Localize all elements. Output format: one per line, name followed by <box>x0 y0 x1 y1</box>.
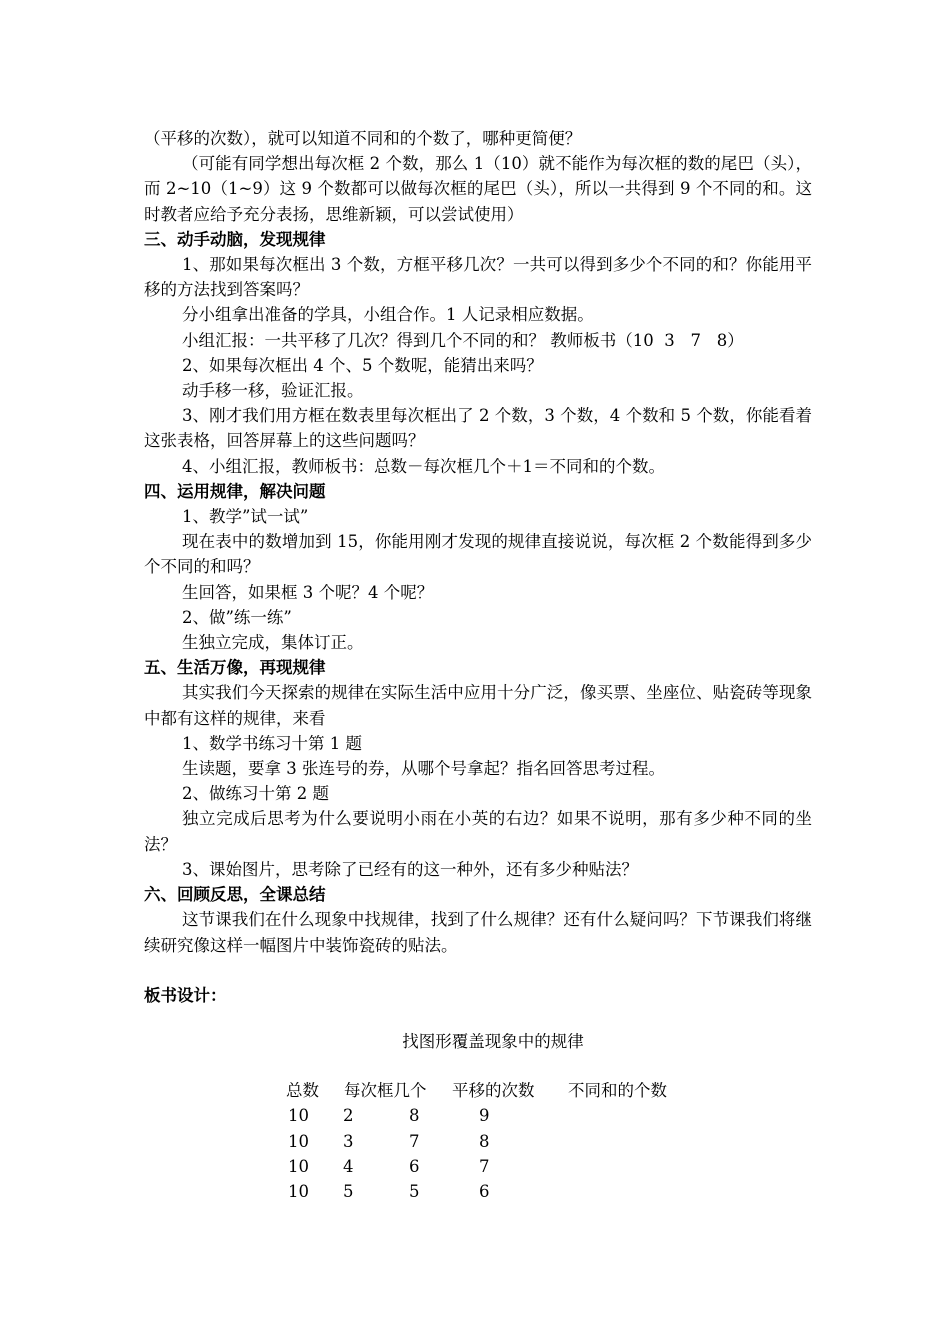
board-title: 找图形覆盖现象中的规律 <box>402 1031 584 1051</box>
paragraph: 生读题，要拿 3 张连号的券，从哪个号拿起？指名回答思考过程。 <box>182 759 665 779</box>
table-cell: 6 <box>479 1181 490 1201</box>
table-cell: 4 <box>343 1156 354 1176</box>
paragraph: 生独立完成，集体订正。 <box>182 633 364 653</box>
table-cell: 10 <box>288 1156 309 1176</box>
table-cell: 9 <box>479 1106 490 1126</box>
paragraph: 1、那如果每次框出 3 个数，方框平移几次？一共可以得到多少个不同的和？你能用平移的方法找到答案吗？ <box>144 255 812 300</box>
paragraph: 小组汇报：一共平移了几次？得到几个不同的和？ 教师板书（10 3 7 8） <box>182 330 744 350</box>
paragraph: （可能有同学想出每次框 2 个数，那么 1（10）就不能作为每次框的数的尾巴（头），而 2~10（1~9）这 9 个数都可以做每次框的尾巴（头），所以一共得到 9 个不同的和。这时教者应给予充分表扬，思维新颖，可以尝试使用） <box>144 154 812 224</box>
paragraph: 3、刚才我们用方框在数表里每次框出了 2 个数，3 个数，4 个数和 5 个数，你能看着这张表格，回答屏幕上的这些问题吗？ <box>144 406 812 451</box>
paragraph: 1、数学书练习十第 1 题 <box>182 733 362 753</box>
paragraph: 这节课我们在什么现象中找规律，找到了什么规律？还有什么疑问吗？下节课我们将继续研究像这样一幅图片中装饰瓷砖的贴法。 <box>144 910 812 955</box>
paragraph: 生回答，如果框 3 个呢？4 个呢？ <box>182 582 434 602</box>
table-row <box>288 1103 490 1128</box>
board-design-label: 板书设计： <box>144 985 227 1005</box>
table-cell: 3 <box>343 1131 354 1151</box>
table-cell: 10 <box>288 1106 309 1126</box>
section-heading-5: 五、生活万像，再现规律 <box>144 658 326 678</box>
section-heading-4: 四、运用规律，解决问题 <box>144 481 326 501</box>
table-cell: 10 <box>288 1181 309 1201</box>
paragraph: 动手移一移，验证汇报。 <box>182 381 364 401</box>
board-table-body <box>288 1103 490 1204</box>
section-heading-3: 三、动手动脑，发现规律 <box>144 229 326 249</box>
table-cell: 5 <box>343 1181 354 1201</box>
document-body <box>144 126 812 1204</box>
paragraph: 分小组拿出准备的学具，小组合作。1 人记录相应数据。 <box>182 305 594 325</box>
paragraph: 2、做”练一练” <box>182 607 292 627</box>
table-row <box>288 1129 490 1154</box>
board-table-header <box>286 1078 667 1103</box>
paragraph: 其实我们今天探索的规律在实际生活中应用十分广泛，像买票、坐座位、贴瓷砖等现象中都有这样的规律，来看 <box>144 683 812 728</box>
header-cell: 不同和的个数 <box>568 1081 667 1101</box>
paragraph: 2、如果每次框出 4 个、5 个数呢，能猜出来吗？ <box>182 355 543 375</box>
table-cell: 5 <box>409 1181 420 1201</box>
header-cell: 平移的次数 <box>452 1081 535 1101</box>
paragraph: 2、做练习十第 2 题 <box>182 784 329 804</box>
table-cell: 8 <box>409 1106 420 1126</box>
table-cell: 8 <box>479 1131 490 1151</box>
table-row <box>288 1179 490 1204</box>
header-cell: 总数 <box>286 1081 319 1101</box>
table-cell: 7 <box>479 1156 490 1176</box>
paragraph: （平移的次数），就可以知道不同和的个数了，哪种更简便？ <box>144 129 582 148</box>
header-cell: 每次框几个 <box>344 1081 427 1101</box>
paragraph: 独立完成后思考为什么要说明小雨在小英的右边？如果不说明，那有多少种不同的坐法？ <box>144 809 812 854</box>
paragraph: 1、教学”试一试” <box>182 507 309 527</box>
paragraph: 4、小组汇报，教师板书：总数－每次框几个＋1＝不同和的个数。 <box>182 456 665 476</box>
board-table <box>286 1078 667 1103</box>
table-cell: 6 <box>409 1156 420 1176</box>
paragraph: 现在表中的数增加到 15，你能用刚才发现的规律直接说说，每次框 2 个数能得到多少个不同的和吗？ <box>144 532 812 577</box>
section-heading-6: 六、回顾反思，全课总结 <box>144 885 326 905</box>
table-cell: 2 <box>343 1106 354 1126</box>
table-cell: 10 <box>288 1131 309 1151</box>
table-row <box>288 1154 490 1179</box>
table-cell: 7 <box>409 1131 420 1151</box>
paragraph: 3、课始图片，思考除了已经有的这一种外，还有多少种贴法？ <box>182 859 638 879</box>
